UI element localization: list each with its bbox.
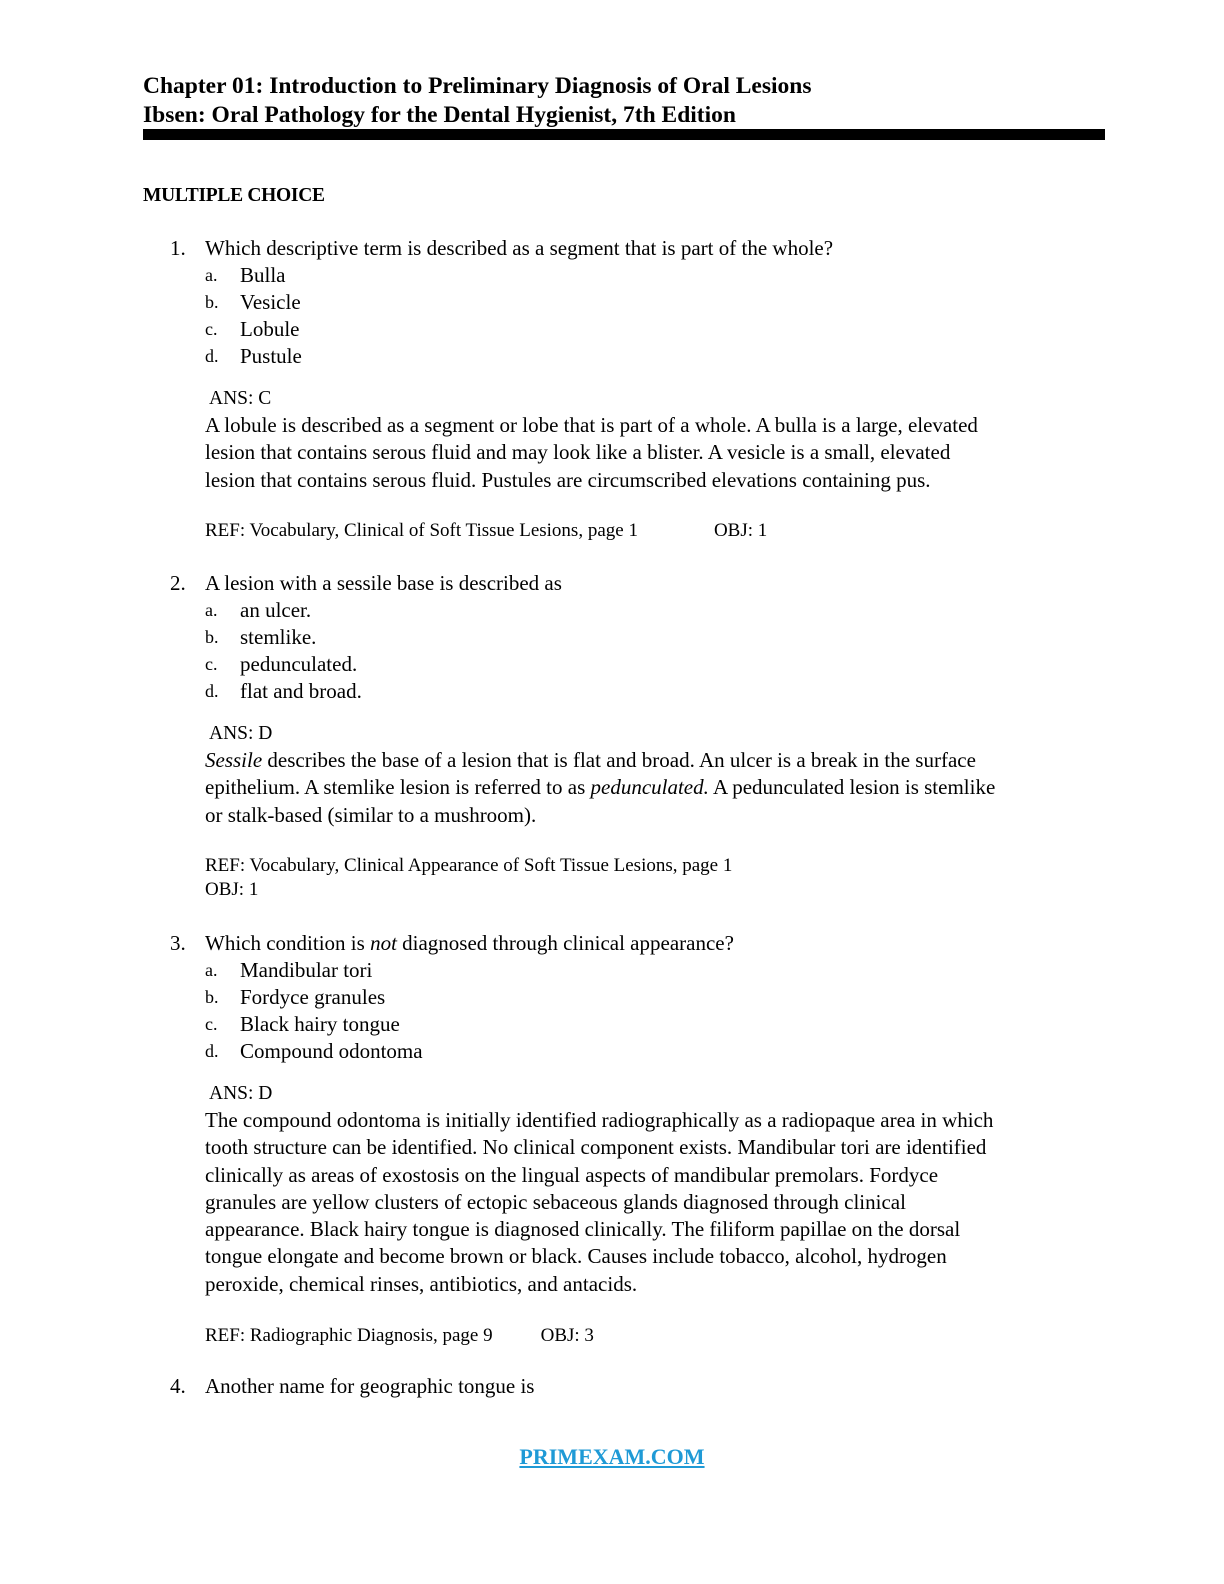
rationale-line <box>205 747 1105 774</box>
reference-line <box>205 519 767 543</box>
option-letter: b. <box>205 292 219 312</box>
answer-key: ANS: D <box>209 1083 273 1104</box>
question-stem: Another name for geographic tongue is <box>205 1374 535 1398</box>
document-header <box>143 72 1105 130</box>
option-text: Fordyce granules <box>240 985 386 1009</box>
answer-key: ANS: D <box>209 723 273 744</box>
option-letter: a. <box>205 960 218 980</box>
option-letter: d. <box>205 681 219 701</box>
question-stem <box>205 930 734 957</box>
rationale <box>205 1107 1105 1298</box>
question-number: 2. <box>170 571 186 595</box>
option-text: Mandibular tori <box>240 958 373 982</box>
rationale-line: clinically as areas of exostosis on the lingual aspects of mandibular premolars. Fordyce <box>205 1162 939 1187</box>
question-number: 3. <box>170 931 186 955</box>
question-stem: Which descriptive term is described as a segment that is part of the whole? <box>205 236 834 260</box>
option-text: stemlike. <box>240 625 317 649</box>
rationale-line: tongue elongate and become brown or black. Causes include tobacco, alcohol, hydrogen <box>205 1244 947 1269</box>
option-text: Lobule <box>240 317 300 341</box>
option-letter: b. <box>205 627 219 647</box>
emphasis: pedunculated. <box>590 775 709 800</box>
reference-line <box>205 854 732 878</box>
objective: OBJ: 1 <box>713 520 768 541</box>
rationale <box>205 747 1105 829</box>
reference: REF: Radiographic Diagnosis, page 9 <box>205 1325 493 1346</box>
rationale <box>205 412 1105 494</box>
stem-text: diagnosed through clinical appearance? <box>396 931 734 955</box>
objective-line <box>205 878 258 902</box>
option-letter: a. <box>205 265 218 285</box>
option-text: Pustule <box>240 344 302 368</box>
rationale-line: granules are yellow clusters of ectopic sebaceous glands diagnosed through clinical <box>205 1189 906 1214</box>
option-letter: a. <box>205 600 218 620</box>
option-letter: b. <box>205 987 219 1007</box>
question-number: 1. <box>170 236 186 260</box>
section-title: MULTIPLE CHOICE <box>143 185 325 206</box>
rationale-line: tooth structure can be identified. No clinical component exists. Mandibular tori are identified <box>205 1135 987 1160</box>
header-divider <box>143 129 1105 140</box>
option-letter: d. <box>205 346 219 366</box>
option-letter: c. <box>205 1014 218 1034</box>
option-letter: d. <box>205 1041 219 1061</box>
reference: REF: Vocabulary, Clinical Appearance of Soft Tissue Lesions, page 1 <box>205 855 733 876</box>
option-text: flat and broad. <box>240 679 362 703</box>
option-text: pedunculated. <box>240 652 358 676</box>
rationale-line: peroxide, chemical rinses, antibiotics, and antacids. <box>205 1271 638 1296</box>
option-letter: c. <box>205 319 218 339</box>
option-text: Vesicle <box>240 290 301 314</box>
rationale-line: appearance. Black hairy tongue is diagnosed clinically. The filiform papillae on the dorsal <box>205 1217 961 1242</box>
rationale-text: epithelium. A stemlike lesion is referred to as <box>205 775 591 800</box>
rationale-line: or stalk-based (similar to a mushroom). <box>205 802 537 827</box>
objective: OBJ: 3 <box>540 1325 594 1346</box>
option-text: an ulcer. <box>240 598 312 622</box>
footer-link[interactable] <box>0 1444 1224 1470</box>
footer-link-text[interactable]: PRIMEXAM.COM <box>519 1444 705 1469</box>
option-text: Bulla <box>240 263 286 287</box>
question-stem: A lesion with a sessile base is described as <box>205 571 562 595</box>
answer-key: ANS: C <box>209 388 272 409</box>
rationale-line: A lobule is described as a segment or lobe that is part of a whole. A bulla is a large, elevated <box>205 413 978 437</box>
objective: OBJ: 1 <box>205 879 259 900</box>
option-text: Compound odontoma <box>240 1039 423 1063</box>
chapter-title: Chapter 01: Introduction to Preliminary Diagnosis of Oral Lesions <box>143 73 812 99</box>
stem-text: Which condition is <box>205 931 371 955</box>
option-text: Black hairy tongue <box>240 1012 400 1036</box>
emphasis: Sessile <box>205 748 263 772</box>
rationale-line: lesion that contains serous fluid and may look like a blister. A vesicle is a small, elevated <box>205 440 951 465</box>
option-letter: c. <box>205 654 218 674</box>
book-title: Ibsen: Oral Pathology for the Dental Hygienist, 7th Edition <box>143 102 736 128</box>
reference: REF: Vocabulary, Clinical of Soft Tissue Lesions, page 1 <box>205 520 638 541</box>
reference-line <box>205 1324 594 1348</box>
rationale-text: describes the base of a lesion that is flat and broad. An ulcer is a break in the surface <box>262 748 976 772</box>
rationale-line: lesion that contains serous fluid. Pustules are circumscribed elevations containing pus. <box>205 467 931 492</box>
rationale-text: A pedunculated lesion is stemlike <box>708 775 996 800</box>
rationale-line: The compound odontoma is initially identified radiographically as a radiopaque area in which <box>205 1108 994 1132</box>
question-number: 4. <box>170 1374 186 1398</box>
emphasis: not <box>370 931 397 955</box>
rationale-line <box>205 774 1105 801</box>
